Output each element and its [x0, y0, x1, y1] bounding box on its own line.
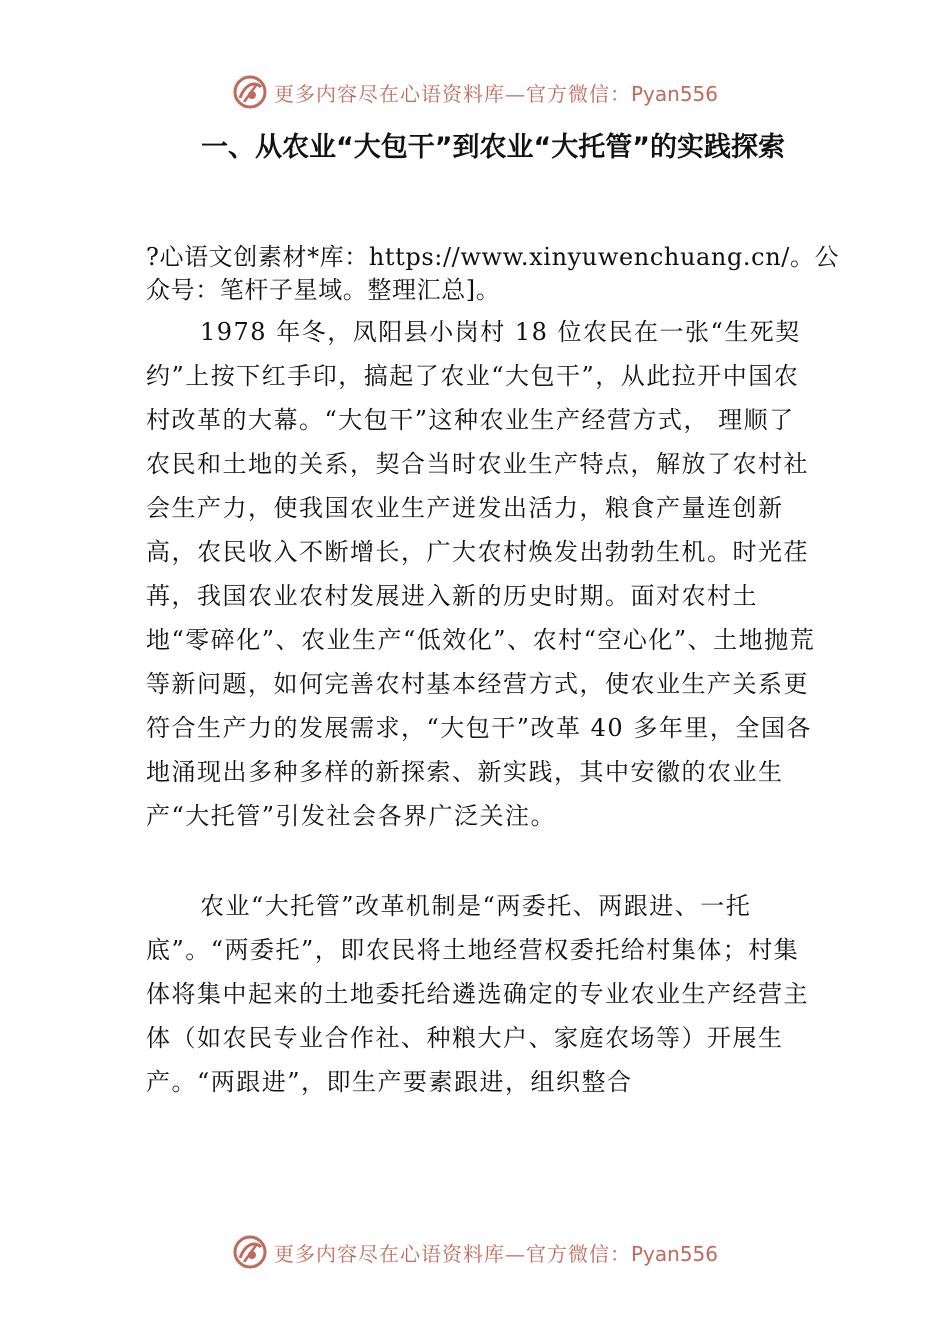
- source-note: ?心语文创素材*库：https://www.xinyuwenchuang.cn/。公众号：笔杆子星域。整理汇总]。: [146, 243, 840, 304]
- document-body: [146, 241, 842, 1104]
- header-banner: [0, 70, 950, 114]
- section-title: 一、从农业“大包干”到农业“大托管”的实践探索: [201, 132, 785, 163]
- paragraph-2: 农业“大托管”改革机制是“两委托、两跟进、一托底”。“两委托”，即农民将土地经营权委托给村集体；村集体将集中起来的土地委托给遴选确定的专业农业生产经营主体（如农民专业合作社、种粮大户、家庭农场等）开展生产。“两跟进”，即生产要素跟进，组织整合: [146, 892, 809, 1096]
- brand-logo-icon: [232, 74, 268, 110]
- banner-text: 更多内容尽在心语资料库—官方微信：Pyan556: [273, 1241, 718, 1266]
- banner-text: 更多内容尽在心语资料库—官方微信：Pyan556: [273, 81, 718, 106]
- brand-logo-icon: [232, 1234, 268, 1270]
- paragraph-1: 1978 年冬，凤阳县小岗村 18 位农民在一张“生死契约”上按下红手印，搞起了农业“大包干”，从此拉开中国农村改革的大幕。“大包干”这种农业生产经营方式， 理顺了农民和土地的关系，契合当时农业生产特点，解放了农村社会生产力，使我国农业生产迸发出活力，粮食产量连创新高，农民收入不断增长，广大农村焕发出勃勃生机。时光荏苒，我国农业农村发展进入新的历史时期。面对农村土地“零碎化”、农业生产“低效化”、农村“空心化”、土地抛荒等新问题，如何完善农村基本经营方式，使农业生产关系更符合生产力的发展需求，“大包干”改革 40 多年里，全国各地涌现出多种多样的新探索、新实践，其中安徽的农业生产“大托管”引发社会各界广泛关注。: [146, 318, 816, 830]
- footer-banner: [0, 1230, 950, 1274]
